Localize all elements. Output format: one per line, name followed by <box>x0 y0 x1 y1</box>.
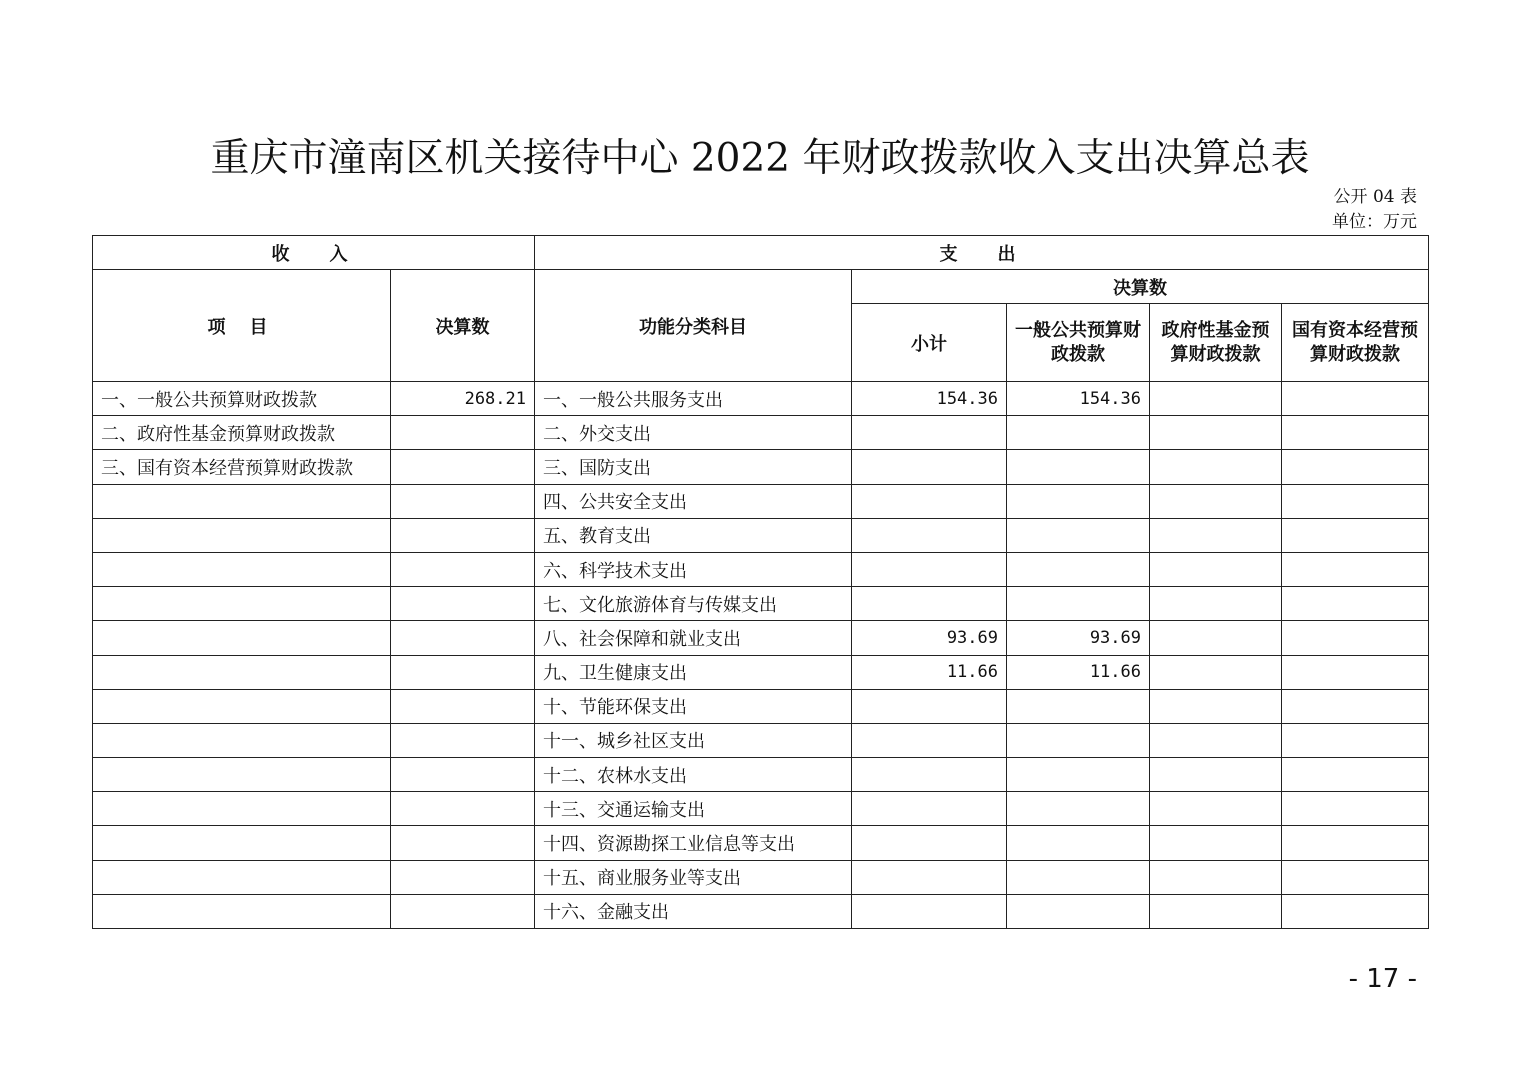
category-cell: 十四、资源勘探工业信息等支出 <box>535 826 852 860</box>
page-number: - 17 - <box>1348 964 1417 994</box>
subtotal-cell <box>852 894 1007 928</box>
income-item-cell <box>93 860 391 894</box>
subtotal-cell: 154.36 <box>852 382 1007 416</box>
gov-fund-cell <box>1150 621 1282 655</box>
category-cell: 四、公共安全支出 <box>535 484 852 518</box>
general-budget-header: 一般公共预算财政拨款 <box>1007 304 1150 382</box>
table-row <box>93 621 1429 655</box>
income-amount-cell <box>391 552 535 586</box>
income-item-cell <box>93 552 391 586</box>
general-budget-cell <box>1007 894 1150 928</box>
subtotal-header: 小计 <box>852 304 1007 382</box>
form-number: 公开 04 表 <box>1333 187 1417 207</box>
table-row <box>93 860 1429 894</box>
state-capital-cell <box>1282 587 1429 621</box>
budget-table <box>92 235 1429 929</box>
gov-fund-cell <box>1150 382 1282 416</box>
expense-header: 支出 <box>535 236 1429 270</box>
table-row <box>93 450 1429 484</box>
subtotal-cell <box>852 518 1007 552</box>
table-row <box>93 894 1429 928</box>
table-body <box>93 382 1429 929</box>
state-capital-cell <box>1282 894 1429 928</box>
gov-fund-cell <box>1150 792 1282 826</box>
gov-fund-cell <box>1150 484 1282 518</box>
table-row <box>93 416 1429 450</box>
subtotal-cell <box>852 723 1007 757</box>
table-row <box>93 552 1429 586</box>
general-budget-cell <box>1007 758 1150 792</box>
document-title: 重庆市潼南区机关接待中心 2022 年财政拨款收入支出决算总表 <box>210 136 1310 181</box>
category-cell: 二、外交支出 <box>535 416 852 450</box>
gov-fund-cell <box>1150 450 1282 484</box>
category-cell: 三、国防支出 <box>535 450 852 484</box>
gov-fund-cell <box>1150 860 1282 894</box>
general-budget-cell <box>1007 450 1150 484</box>
income-amount-cell <box>391 450 535 484</box>
income-amount-cell <box>391 484 535 518</box>
gov-fund-cell <box>1150 518 1282 552</box>
state-capital-cell <box>1282 416 1429 450</box>
table-row <box>93 792 1429 826</box>
gov-fund-cell <box>1150 723 1282 757</box>
subtotal-cell: 93.69 <box>852 621 1007 655</box>
general-budget-cell <box>1007 689 1150 723</box>
state-capital-cell <box>1282 552 1429 586</box>
subtotal-cell <box>852 416 1007 450</box>
gov-fund-header: 政府性基金预算财政拨款 <box>1150 304 1282 382</box>
income-item-cell: 三、国有资本经营预算财政拨款 <box>93 450 391 484</box>
gov-fund-cell <box>1150 655 1282 689</box>
table-row <box>93 723 1429 757</box>
general-budget-cell: 154.36 <box>1007 382 1150 416</box>
table-row <box>93 689 1429 723</box>
income-header: 收入 <box>93 236 535 270</box>
table-row <box>93 382 1429 416</box>
table-row <box>93 587 1429 621</box>
unit-label: 单位：万元 <box>1332 212 1417 232</box>
state-capital-cell <box>1282 723 1429 757</box>
general-budget-cell <box>1007 552 1150 586</box>
income-item-cell <box>93 518 391 552</box>
gov-fund-cell <box>1150 758 1282 792</box>
category-header: 功能分类科目 <box>535 270 852 382</box>
category-cell: 十五、商业服务业等支出 <box>535 860 852 894</box>
state-capital-cell <box>1282 621 1429 655</box>
general-budget-cell <box>1007 518 1150 552</box>
income-amount-cell <box>391 792 535 826</box>
subtotal-cell <box>852 450 1007 484</box>
income-item-cell <box>93 484 391 518</box>
income-item-cell <box>93 655 391 689</box>
general-budget-cell <box>1007 587 1150 621</box>
income-item-cell <box>93 689 391 723</box>
subtotal-cell <box>852 587 1007 621</box>
general-budget-cell: 11.66 <box>1007 655 1150 689</box>
general-budget-cell <box>1007 860 1150 894</box>
income-amount-cell <box>391 587 535 621</box>
state-capital-cell <box>1282 792 1429 826</box>
category-cell: 十二、农林水支出 <box>535 758 852 792</box>
table-row <box>93 484 1429 518</box>
general-budget-cell <box>1007 484 1150 518</box>
final-group-header: 决算数 <box>852 270 1429 304</box>
state-capital-cell <box>1282 382 1429 416</box>
category-cell: 十、节能环保支出 <box>535 689 852 723</box>
category-cell: 一、一般公共服务支出 <box>535 382 852 416</box>
gov-fund-cell <box>1150 826 1282 860</box>
general-budget-cell <box>1007 792 1150 826</box>
subtotal-cell <box>852 552 1007 586</box>
subtotal-cell <box>852 484 1007 518</box>
income-amount-cell <box>391 416 535 450</box>
category-cell: 八、社会保障和就业支出 <box>535 621 852 655</box>
state-capital-cell <box>1282 484 1429 518</box>
income-amount-cell <box>391 689 535 723</box>
state-capital-cell <box>1282 826 1429 860</box>
income-item-cell <box>93 621 391 655</box>
state-capital-cell <box>1282 655 1429 689</box>
income-item-cell <box>93 723 391 757</box>
income-item-cell <box>93 758 391 792</box>
category-cell: 十一、城乡社区支出 <box>535 723 852 757</box>
category-cell: 十六、金融支出 <box>535 894 852 928</box>
category-cell: 七、文化旅游体育与传媒支出 <box>535 587 852 621</box>
income-amount-cell <box>391 655 535 689</box>
income-amount-cell <box>391 894 535 928</box>
table-row <box>93 826 1429 860</box>
income-amount-cell <box>391 621 535 655</box>
subtotal-cell: 11.66 <box>852 655 1007 689</box>
general-budget-cell <box>1007 826 1150 860</box>
gov-fund-cell <box>1150 587 1282 621</box>
final-amount-header: 决算数 <box>391 270 535 382</box>
state-capital-header: 国有资本经营预算财政拨款 <box>1282 304 1429 382</box>
income-item-cell <box>93 894 391 928</box>
state-capital-cell <box>1282 518 1429 552</box>
income-amount-cell <box>391 758 535 792</box>
table-row <box>93 758 1429 792</box>
subtotal-cell <box>852 689 1007 723</box>
state-capital-cell <box>1282 860 1429 894</box>
income-item-cell: 一、一般公共预算财政拨款 <box>93 382 391 416</box>
table-row <box>93 518 1429 552</box>
item-header: 项目 <box>93 270 391 382</box>
general-budget-cell <box>1007 416 1150 450</box>
income-amount-cell: 268.21 <box>391 382 535 416</box>
subtotal-cell <box>852 758 1007 792</box>
gov-fund-cell <box>1150 689 1282 723</box>
income-item-cell: 二、政府性基金预算财政拨款 <box>93 416 391 450</box>
income-amount-cell <box>391 723 535 757</box>
category-cell: 六、科学技术支出 <box>535 552 852 586</box>
income-amount-cell <box>391 826 535 860</box>
income-amount-cell <box>391 518 535 552</box>
gov-fund-cell <box>1150 416 1282 450</box>
gov-fund-cell <box>1150 894 1282 928</box>
income-item-cell <box>93 792 391 826</box>
income-amount-cell <box>391 860 535 894</box>
income-item-cell <box>93 587 391 621</box>
state-capital-cell <box>1282 450 1429 484</box>
category-cell: 十三、交通运输支出 <box>535 792 852 826</box>
gov-fund-cell <box>1150 552 1282 586</box>
subtotal-cell <box>852 792 1007 826</box>
income-item-cell <box>93 826 391 860</box>
subtotal-cell <box>852 860 1007 894</box>
category-cell: 五、教育支出 <box>535 518 852 552</box>
table-row <box>93 655 1429 689</box>
general-budget-cell <box>1007 723 1150 757</box>
state-capital-cell <box>1282 758 1429 792</box>
subtotal-cell <box>852 826 1007 860</box>
category-cell: 九、卫生健康支出 <box>535 655 852 689</box>
general-budget-cell: 93.69 <box>1007 621 1150 655</box>
state-capital-cell <box>1282 689 1429 723</box>
